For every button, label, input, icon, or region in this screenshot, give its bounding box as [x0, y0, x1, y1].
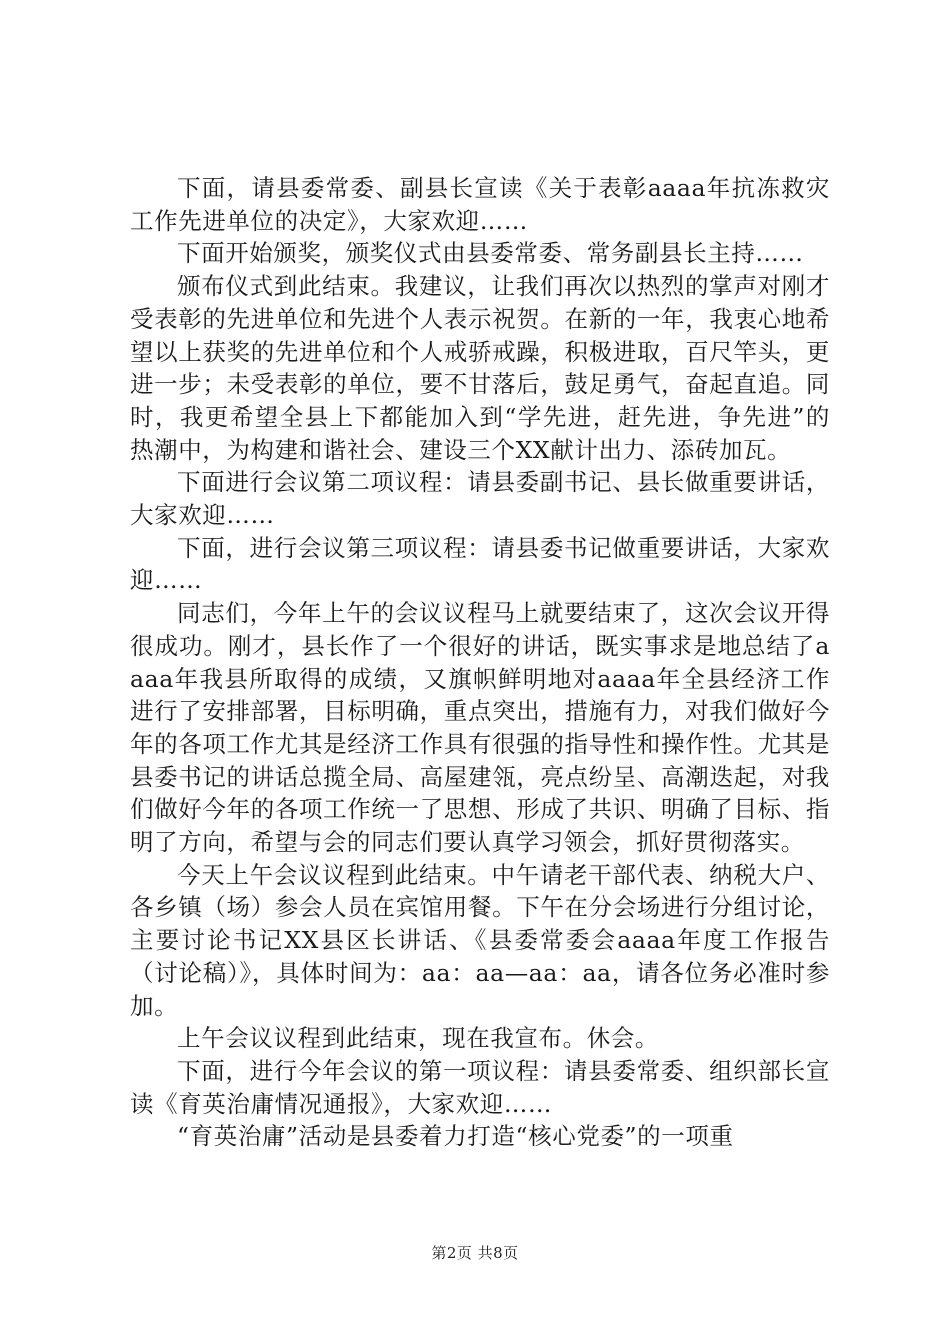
paragraph-3: 颁布仪式到此结束。我建议，让我们再次以热烈的掌声对刚才受表彰的先进单位和先进个人表示祝贺。在新的一年，我衷心地希望以上获奖的先进单位和个人戒骄戒躁，积极进取，百尺竿头，更进一步；未受表彰的单位，要不甘落后，鼓足勇气，奋起直追。同时，我更希望全县上下都能加入到“学先进，赶先进，争先进”的热潮中，为构建和谐社会、建设三个XX献计出力、添砖加瓦。	[130, 272, 830, 464]
paragraph-1: 下面，请县委常委、副县长宣读《关于表彰aaaa年抗冻救灾工作先进单位的决定》，大家欢迎……	[130, 174, 830, 235]
paragraph-9: 下面，进行今年会议的第一项议程：请县委常委、组织部长宣读《育英治庸情况通报》，大家欢迎……	[130, 1056, 830, 1118]
paragraph-5: 下面，进行会议第三项议程：请县委书记做重要讲话，大家欢迎……	[130, 533, 830, 595]
paragraph-7: 今天上午会议议程到此结束。中午请老干部代表、纳税大户、各乡镇（场）参会人员在宾馆用餐。下午在分会场进行分组讨论，主要讨论书记XX县区长讲话、《县委常委会aaaa年度工作报告（讨论稿）》，具体时间为：aa：aa—aa：aa，请各位务必准时参加。	[130, 860, 830, 1020]
document-body	[130, 172, 830, 1153]
paragraph-10: “育英治庸”活动是县委着力打造“核心党委”的一项重	[177, 1122, 734, 1151]
paragraph-6: 同志们，今年上午的会议议程马上就要结束了，这次会议开得很成功。刚才，县长作了一个很好的讲话，既实事求是地总结了aaaa年我县所取得的成绩，又旗帜鲜明地对aaaa年全县经济工作进行了安排部署，目标明确，重点突出，措施有力，对我们做好今年的各项工作尤其是经济工作具有很强的指导性和操作性。尤其是县委书记的讲话总揽全局、高屋建瓴，亮点纷呈、高潮迭起，对我们做好今年的各项工作统一了思想、形成了共识、明确了目标、指明了方向，希望与会的同志们要认真学习领会，抓好贯彻落实。	[130, 599, 830, 857]
paragraph-2: 下面开始颁奖，颁奖仪式由县委常委、常务副县长主持……	[177, 239, 804, 268]
paragraph-8: 上午会议议程到此结束，现在我宣布。休会。	[177, 1024, 659, 1053]
paragraph-4: 下面进行会议第二项议程：请县委副书记、县长做重要讲话，大家欢迎……	[130, 468, 830, 530]
page-footer: 第2页 共8页	[431, 1244, 519, 1262]
